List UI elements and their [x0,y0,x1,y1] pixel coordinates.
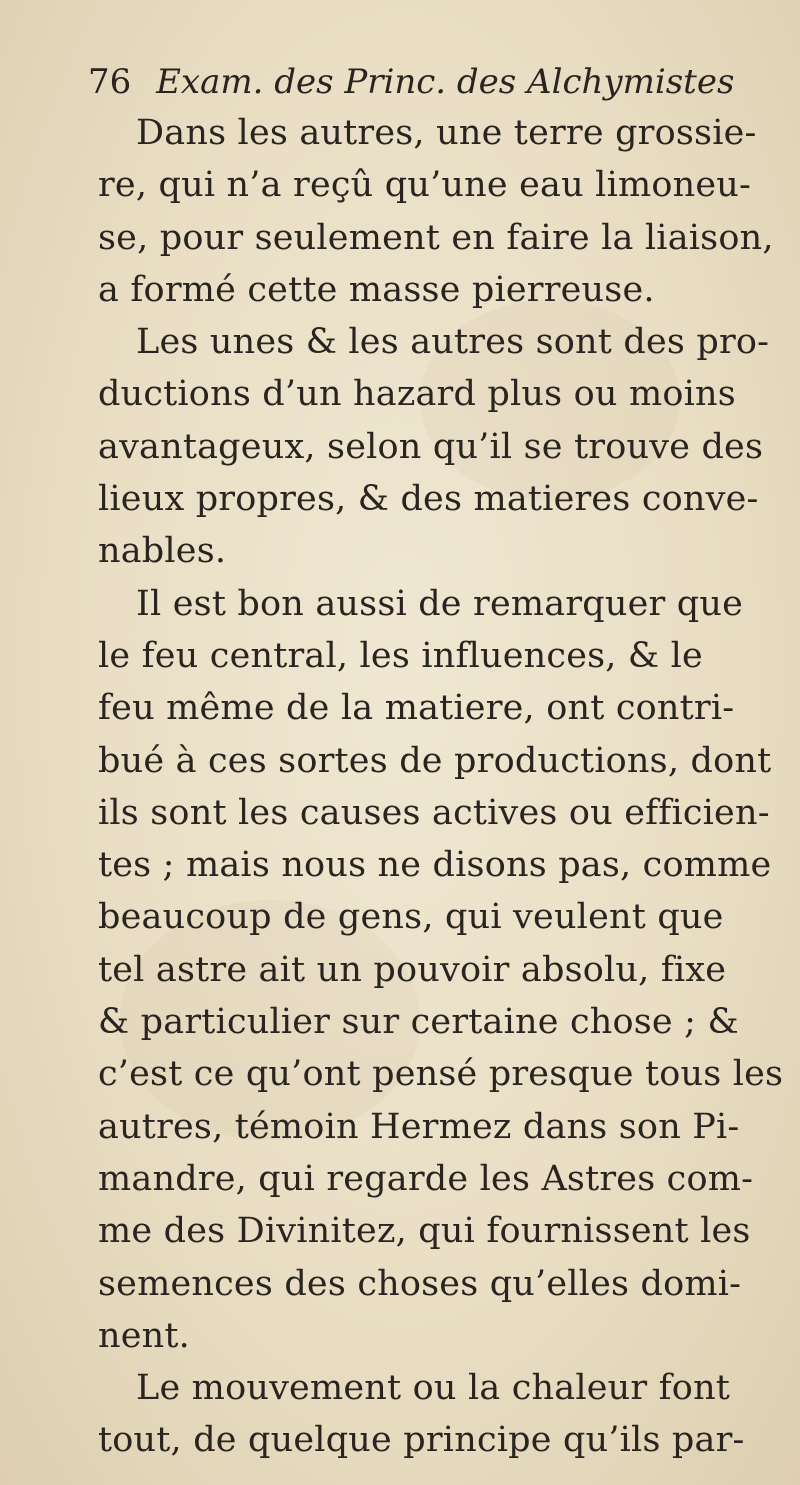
text-line: me des Divinitez, qui fournissent les [98,1211,751,1252]
text-line: Dans les autres, une terre grossie- [136,113,757,153]
text-line: Le mouvement ou la chaleur font [136,1368,731,1409]
text-line: a formé cette masse pierreuse. [98,269,655,310]
text-line: se, pour seulement en faire la liaison, [98,217,774,258]
text-line: re, qui n’a reçû qu’une eau limoneu- [98,165,752,206]
text-line: feu même de la matiere, ont contri- [98,688,735,729]
text-line: nables. [98,531,227,572]
page-number: 76 [88,62,132,102]
text-line: le feu central, les influences, & le [98,635,703,676]
page-header [88,62,768,102]
text-line: tout, de quelque principe qu’ils par- [98,1420,745,1461]
text-line: c’est ce qu’ont pensé presque tous les [98,1054,784,1095]
text-line: mandre, qui regarde les Astres com- [98,1158,754,1199]
text-line: lieux propres, & des matieres conve- [98,479,759,520]
text-line: ductions d’un hazard plus ou moins [98,374,736,415]
text-line: tes ; mais nous ne disons pas, comme [98,845,772,886]
text-line: ils sont les causes actives ou efficien- [98,792,770,833]
text-line: beaucoup de gens, qui veulent que [98,897,724,938]
text-line: avantageux, selon qu’il se trouve des [98,426,764,467]
running-title: Exam. des Princ. des Alchymistes [156,62,735,102]
text-line: & particulier sur certaine chose ; & [98,1002,739,1043]
text-line: Les unes & les autres sont des pro- [136,322,770,363]
text-line: autres, témoin Hermez dans son Pi- [98,1106,740,1147]
text-line: Il est bon aussi de remarquer que [136,583,744,624]
text-line: tel astre ait un pouvoir absolu, fixe [98,949,727,990]
text-line: nent. [98,1315,190,1356]
body-text [98,107,784,1467]
text-line: semences des choses qu’elles domi- [98,1263,742,1304]
text-line: bué à ces sortes de productions, dont [98,740,772,781]
